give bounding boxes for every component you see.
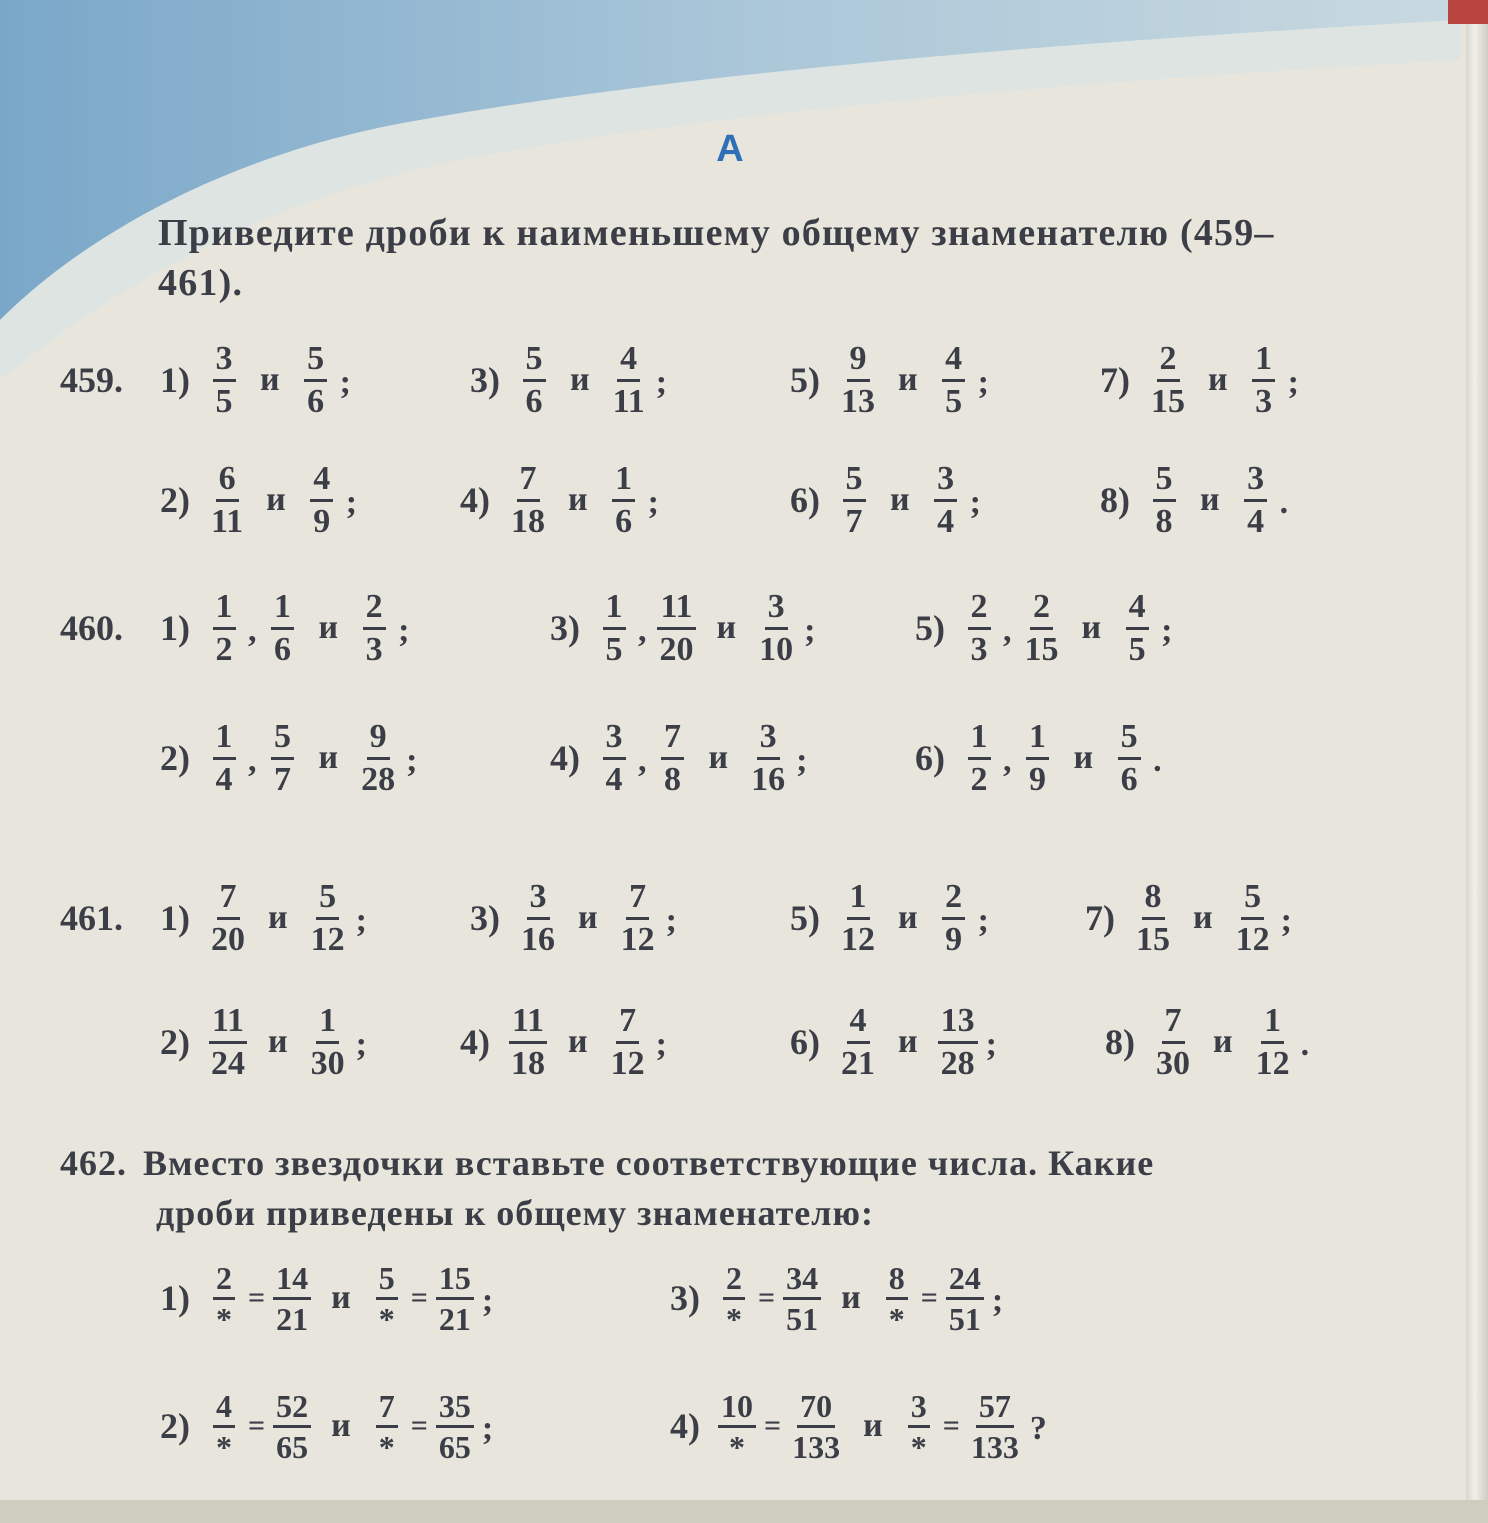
fraction: $\frac{1}{5}$ <box>598 587 630 670</box>
fraction: $\frac{5}{7}$ <box>838 459 870 542</box>
fraction: $\frac{1}{6}$ <box>267 587 299 670</box>
fraction: $\frac{5}{6}$ <box>518 339 550 422</box>
problem-459-item-8: 8) $\frac{5}{8}$ и $\frac{3}{4}$ . <box>1100 459 1289 540</box>
fraction: $\frac{2}{*}$ <box>208 1259 240 1338</box>
fraction: $\frac{24}{51}$ <box>946 1259 984 1338</box>
fraction: $\frac{5}{12}$ <box>1235 877 1270 958</box>
fraction: $\frac{1}{12}$ <box>1255 1001 1290 1082</box>
fraction: $\frac{11}{18}$ <box>508 1001 548 1084</box>
problem-462-row-1 <box>60 1248 1408 1348</box>
problem-460-row-2 <box>60 708 1408 808</box>
fraction: $\frac{3}{16}$ <box>751 717 786 798</box>
fraction: $\frac{11}{24}$ <box>208 1001 248 1084</box>
fraction: $\frac{2}{15}$ <box>1024 587 1059 668</box>
fraction: $\frac{1}{2}$ <box>208 587 240 670</box>
book-cover-corner <box>1448 0 1488 24</box>
fraction: $\frac{1}{9}$ <box>1022 717 1054 800</box>
fraction: $\frac{3}{4}$ <box>1240 459 1272 542</box>
fraction: $\frac{2}{15}$ <box>1151 339 1185 420</box>
problem-462-text <box>60 1138 1420 1238</box>
fraction: $\frac{4}{5}$ <box>1121 587 1153 670</box>
fraction: $\frac{34}{51}$ <box>783 1259 821 1338</box>
fraction: $\frac{15}{21}$ <box>436 1259 474 1338</box>
problem-459-item-5: 5) $\frac{9}{13}$ и $\frac{4}{5}$ ; <box>790 339 989 420</box>
problem-461-item-3: 3) $\frac{3}{16}$ и $\frac{7}{12}$ ; <box>470 877 677 958</box>
fraction: $\frac{7}{18}$ <box>511 459 545 540</box>
fraction: $\frac{35}{65}$ <box>436 1387 474 1466</box>
fraction: $\frac{3}{4}$ <box>930 459 962 542</box>
problem-459-row-1 <box>60 330 1408 430</box>
problem-number-462: 462. <box>60 1143 127 1183</box>
fraction: $\frac{9}{13}$ <box>841 339 875 420</box>
fraction: $\frac{8}{*}$ <box>881 1259 913 1338</box>
fraction: $\frac{8}{15}$ <box>1136 877 1170 958</box>
instruction-line-1: Приведите дроби к наименьшему общему знаменателю (459– <box>158 212 1275 254</box>
fraction: $\frac{7}{12}$ <box>610 1001 645 1082</box>
fraction: $\frac{10}{*}$ <box>718 1387 756 1466</box>
fraction: $\frac{11}{20}$ <box>657 587 697 670</box>
fraction: $\frac{5}{12}$ <box>310 877 345 958</box>
fraction: $\frac{5}{*}$ <box>371 1259 403 1338</box>
fraction: $\frac{6}{11}$ <box>211 459 244 540</box>
fraction: $\frac{2}{3}$ <box>358 587 390 670</box>
fraction: $\frac{2}{3}$ <box>963 587 995 670</box>
problem-459-item-1: 1) $\frac{3}{5}$ и $\frac{5}{6}$ ; <box>160 339 351 420</box>
fraction: $\frac{1}{30}$ <box>310 1001 345 1082</box>
fraction: $\frac{5}{8}$ <box>1148 459 1180 542</box>
fraction: $\frac{5}{6}$ <box>300 339 332 422</box>
fraction: $\frac{7}{20}$ <box>211 877 245 958</box>
problem-460-item-4: 4) $\frac{3}{4}$ , $\frac{7}{8}$ и $\frac{3}{16}$ ; <box>550 717 808 798</box>
fraction: $\frac{4}{*}$ <box>208 1387 240 1466</box>
fraction: $\frac{7}{30}$ <box>1156 1001 1190 1082</box>
problem-number-460: 460. <box>60 608 123 648</box>
fraction: $\frac{1}{6}$ <box>608 459 640 542</box>
fraction: $\frac{1}{3}$ <box>1248 339 1280 422</box>
problem-461-row-2 <box>60 992 1408 1092</box>
page-bottom-edge <box>0 1500 1488 1523</box>
problem-461-item-8: 8) $\frac{7}{30}$ и $\frac{1}{12}$ . <box>1105 1001 1310 1082</box>
fraction: $\frac{7}{*}$ <box>371 1387 403 1466</box>
problem-462-item-2: 2) $\frac{4}{*}$ = $\frac{52}{65}$ и $\frac{7}{*}$ = $\frac{35}{65}$ ; <box>160 1387 494 1465</box>
problem-462-line-2: дроби приведены к общему знаменателю: <box>156 1193 874 1233</box>
problem-461-item-1: 1) $\frac{7}{20}$ и $\frac{5}{12}$ ; <box>160 877 367 958</box>
problem-460-item-2: 2) $\frac{1}{4}$ , $\frac{5}{7}$ и $\frac{9}{28}$ ; <box>160 717 418 798</box>
problem-number-459: 459. <box>60 360 123 400</box>
fraction: $\frac{70}{133}$ <box>792 1387 841 1465</box>
fraction: $\frac{3}{10}$ <box>759 587 794 668</box>
instruction-text <box>158 208 1408 308</box>
problem-461-item-4: 4) $\frac{11}{18}$ и $\frac{7}{12}$ ; <box>460 1001 667 1082</box>
problem-460-row-1 <box>60 578 1408 678</box>
problem-460-item-5: 5) $\frac{2}{3}$ , $\frac{2}{15}$ и $\frac{4}{5}$ ; <box>915 587 1173 668</box>
problem-460-item-1: 1) $\frac{1}{2}$ , $\frac{1}{6}$ и $\frac{2}{3}$ ; <box>160 587 410 668</box>
problem-number-461: 461. <box>60 898 123 938</box>
problem-461-item-6: 6) $\frac{4}{21}$ и $\frac{13}{28}$ ; <box>790 1001 997 1082</box>
problem-459-item-2: 2) $\frac{6}{11}$ и $\frac{4}{9}$ ; <box>160 459 358 540</box>
fraction: $\frac{52}{65}$ <box>273 1387 311 1466</box>
fraction: $\frac{2}{9}$ <box>938 877 970 960</box>
problem-462-line-1: Вместо звездочки вставьте соответствующие числа. Какие <box>143 1143 1155 1183</box>
fraction: $\frac{4}{11}$ <box>612 339 645 420</box>
problem-459-row-2 <box>60 450 1408 550</box>
fraction: $\frac{1}{12}$ <box>841 877 875 958</box>
fraction: $\frac{9}{28}$ <box>361 717 396 798</box>
problem-459-item-6: 6) $\frac{5}{7}$ и $\frac{3}{4}$ ; <box>790 459 981 540</box>
fraction: $\frac{5}{7}$ <box>267 717 299 800</box>
problem-460-item-6: 6) $\frac{1}{2}$ , $\frac{1}{9}$ и $\frac{5}{6}$ . <box>915 717 1162 798</box>
problem-460-item-3: 3) $\frac{1}{5}$ , $\frac{11}{20}$ и $\frac{3}{10}$ ; <box>550 587 816 668</box>
fraction: $\frac{57}{133}$ <box>970 1387 1019 1465</box>
fraction: $\frac{7}{12}$ <box>620 877 655 958</box>
fraction: $\frac{3}{5}$ <box>208 339 240 422</box>
problem-459-item-7: 7) $\frac{2}{15}$ и $\frac{1}{3}$ ; <box>1100 339 1299 420</box>
problem-461-row-1 <box>60 868 1408 968</box>
fraction: $\frac{4}{9}$ <box>306 459 338 542</box>
problem-462-item-1: 1) $\frac{2}{*}$ = $\frac{14}{21}$ и $\frac{5}{*}$ = $\frac{15}{21}$ ; <box>160 1259 494 1337</box>
problem-462-row-2 <box>60 1376 1408 1476</box>
page-edge <box>1466 0 1488 1523</box>
fraction: $\frac{2}{*}$ <box>718 1259 750 1338</box>
fraction: $\frac{4}{5}$ <box>938 339 970 422</box>
section-letter: А <box>716 128 744 170</box>
problem-459-item-3: 3) $\frac{5}{6}$ и $\frac{4}{11}$ ; <box>470 339 668 420</box>
instruction-line-2: 461). <box>158 262 244 304</box>
fraction: $\frac{5}{6}$ <box>1113 717 1145 800</box>
fraction: $\frac{13}{28}$ <box>938 1001 978 1084</box>
problem-462-item-3: 3) $\frac{2}{*}$ = $\frac{34}{51}$ и $\frac{8}{*}$ = $\frac{24}{51}$ ; <box>670 1259 1004 1337</box>
fraction: $\frac{14}{21}$ <box>273 1259 311 1338</box>
fraction: $\frac{3}{4}$ <box>598 717 630 800</box>
problem-462-item-4: 4) $\frac{10}{*}$ = $\frac{70}{133}$ и $\frac{3}{*}$ = $\frac{57}{133}$ ? <box>670 1387 1047 1465</box>
fraction: $\frac{1}{2}$ <box>963 717 995 800</box>
fraction: $\frac{7}{8}$ <box>657 717 689 800</box>
problem-461-item-7: 7) $\frac{8}{15}$ и $\frac{5}{12}$ ; <box>1085 877 1292 958</box>
fraction: $\frac{4}{21}$ <box>841 1001 875 1082</box>
problem-461-item-5: 5) $\frac{1}{12}$ и $\frac{2}{9}$ ; <box>790 877 989 958</box>
fraction: $\frac{1}{4}$ <box>208 717 240 800</box>
fraction: $\frac{3}{*}$ <box>903 1387 935 1466</box>
problem-459-item-4: 4) $\frac{7}{18}$ и $\frac{1}{6}$ ; <box>460 459 659 540</box>
problem-461-item-2: 2) $\frac{11}{24}$ и $\frac{1}{30}$ ; <box>160 1001 367 1082</box>
fraction: $\frac{3}{16}$ <box>521 877 555 958</box>
